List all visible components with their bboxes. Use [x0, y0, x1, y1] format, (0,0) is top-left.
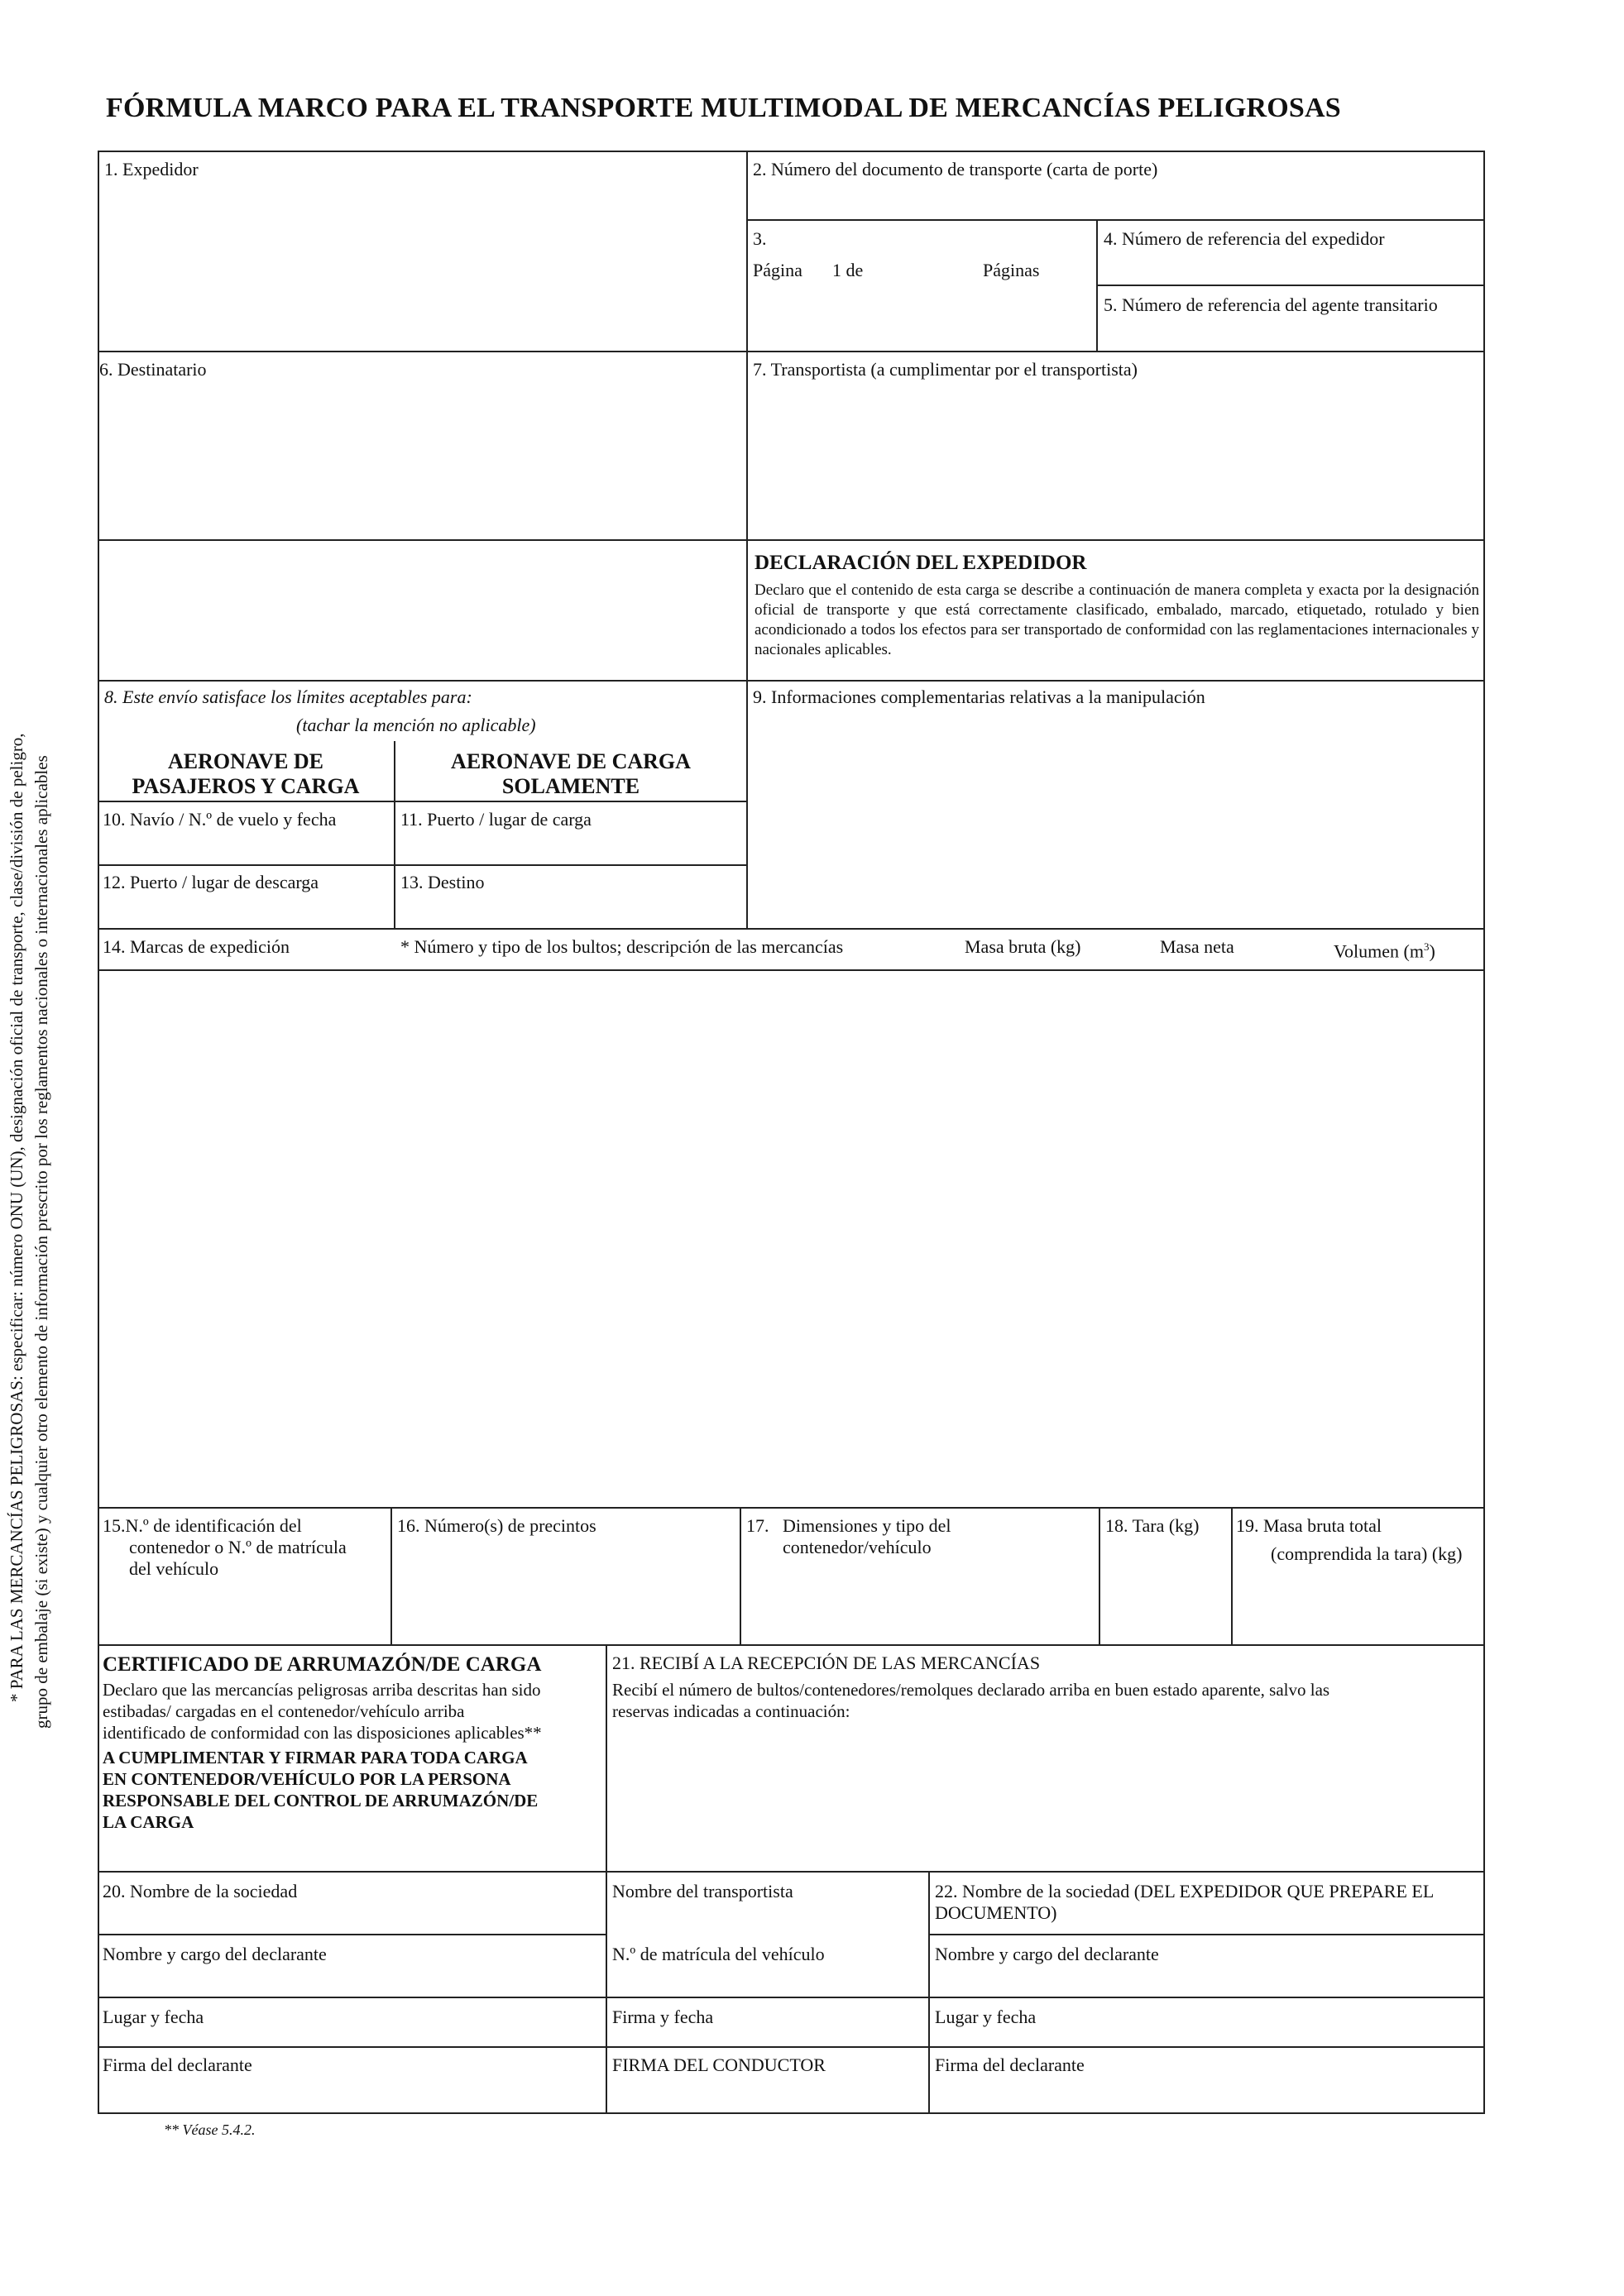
carrier-name-label: Nombre del transportista: [612, 1881, 793, 1901]
driver-signature-label: FIRMA DEL CONDUCTOR: [612, 2054, 826, 2075]
box14-gross: Masa bruta (kg): [965, 936, 1081, 957]
packing-cert-bold3: RESPONSABLE DEL CONTROL DE ARRUMAZÓN/DE: [103, 1791, 539, 1810]
packing-cert-bold1: A CUMPLIMENTAR Y FIRMAR PARA TODA CARGA: [103, 1748, 528, 1767]
divider-17-18: [1099, 1507, 1100, 1646]
box3-paginas: Páginas: [983, 260, 1040, 280]
packing-cert-heading: CERTIFICADO DE ARRUMAZÓN/DE CARGA: [103, 1653, 542, 1676]
packing-cert-line2: estibadas/ cargadas en el contenedor/vehículo arriba: [103, 1701, 465, 1721]
line-below-box20: [98, 1934, 607, 1935]
box12-label: 12. Puerto / lugar de descarga: [103, 872, 319, 892]
vehicle-reg-label: N.º de matrícula del vehículo: [612, 1944, 825, 1964]
right-signature-label: Firma del declarante: [935, 2054, 1085, 2075]
line-below-box14-header: [98, 969, 1485, 971]
box18-label: 18. Tara (kg): [1105, 1515, 1200, 1536]
line-below-name-role: [98, 1997, 1485, 1998]
side-note-line1: * PARA LAS MERCANCÍAS PELIGROSAS: especificar: número ONU (UN), designación oficial de transporte, clase/división de peligro,: [7, 733, 26, 1702]
left-place-date-label: Lugar y fecha: [103, 2007, 204, 2027]
line-below-box4: [1096, 285, 1485, 286]
line-below-box10: [98, 864, 748, 866]
border-left: [98, 151, 99, 2114]
aircraft-passenger-line1: AERONAVE DE: [167, 749, 324, 773]
box21-heading: 21. RECIBÍ A LA RECEPCIÓN DE LAS MERCANCÍAS: [612, 1653, 1041, 1673]
divider-15-16: [390, 1507, 392, 1646]
divider-cert-21: [606, 1644, 607, 2114]
line-above-certificate: [98, 1644, 1485, 1646]
box14-marks: 14. Marcas de expedición: [103, 936, 290, 957]
box15-line2: contenedor o N.º de matrícula: [129, 1537, 347, 1557]
box1-label: 1. Expedidor: [104, 159, 199, 179]
box4-label: 4. Número de referencia del expedidor: [1104, 228, 1385, 249]
declaration-heading: DECLARACIÓN DEL EXPEDIDOR: [755, 552, 1087, 574]
right-name-role-label: Nombre y cargo del declarante: [935, 1944, 1159, 1964]
form-title: FÓRMULA MARCO PARA EL TRANSPORTE MULTIMODAL DE MERCANCÍAS PELIGROSAS: [106, 93, 1341, 123]
box17-line2: contenedor/vehículo: [783, 1537, 932, 1557]
box3-of: 1 de: [832, 260, 864, 280]
box3-pagina: Página: [753, 260, 802, 280]
border-right: [1483, 151, 1485, 2114]
box17-line1: 17. Dimensiones y tipo del: [746, 1515, 951, 1536]
box16-label: 16. Número(s) de precintos: [397, 1515, 596, 1536]
box14-net: Masa neta: [1160, 936, 1234, 957]
box6-label: 6. Destinatario: [99, 359, 207, 380]
box11-label: 11. Puerto / lugar de carga: [400, 809, 592, 830]
box19-line2: (comprendida la tara) (kg): [1271, 1543, 1463, 1564]
line-below-box2: [746, 219, 1485, 221]
divider-mid-right: [928, 1871, 930, 2114]
line-above-box14: [98, 928, 1485, 930]
packing-cert-line3: identificado de conformidad con las disposiciones aplicables**: [103, 1723, 542, 1743]
box9-label: 9. Informaciones complementarias relativas a la manipulación: [753, 686, 1205, 707]
divider-16-17: [740, 1507, 741, 1646]
sign-date-label: Firma y fecha: [612, 2007, 714, 2027]
aircraft-cargo-line1: AERONAVE DE CARGA: [451, 749, 691, 773]
box22-line2: DOCUMENTO): [935, 1902, 1057, 1923]
aircraft-cargo-line2: SOLAMENTE: [501, 774, 640, 798]
border-bottom: [98, 2112, 1485, 2114]
box13-label: 13. Destino: [400, 872, 485, 892]
line-below-box1: [98, 351, 1485, 352]
box19-line1: 19. Masa bruta total: [1236, 1515, 1382, 1536]
side-note-line2: grupo de embalaje (si existe) y cualquier otro elemento de información prescrito por los reglamentos nacionales o internacionales aplicables: [31, 755, 51, 1729]
packing-cert-bold2: EN CONTENEDOR/VEHÍCULO POR LA PERSONA: [103, 1769, 511, 1789]
footnote: ** Véase 5.4.2.: [164, 2121, 256, 2138]
declaration-text: Declaro que el contenido de esta carga se describe a continuación de manera completa y exacta por la designación oficial de transporte y que está correctamente clasificado, embalado, marcado, etiquetado, rotulado y bien acondicionado a todos los efectos para ser transportado de conformidad con las reglamentaciones internacionales y nacionales aplicables.: [755, 581, 1479, 658]
box8-line1: 8. Este envío satisface los límites aceptables para:: [104, 686, 472, 707]
box21-line1: Recibí el número de bultos/contenedores/remolques declarado arriba en buen estado aparente, salvo las: [612, 1680, 1330, 1700]
aircraft-passenger-line2: PASAJEROS Y CARGA: [132, 774, 360, 798]
box8-line2: (tachar la mención no aplicable): [296, 715, 536, 735]
line-below-box6: [98, 539, 1485, 541]
box15-line3: del vehículo: [129, 1558, 219, 1579]
right-place-date-label: Lugar y fecha: [935, 2007, 1037, 2027]
divider-18-19: [1231, 1507, 1233, 1646]
box3-number: 3.: [753, 228, 767, 249]
box14-volume: Volumen $(m^3)$: [1334, 940, 1435, 962]
border-top: [98, 151, 1485, 152]
box21-line2: reservas indicadas a continuación:: [612, 1701, 850, 1721]
line-below-box22: [928, 1934, 1485, 1935]
box22-line1: 22. Nombre de la sociedad (DEL EXPEDIDOR QUE PREPARE EL: [935, 1881, 1435, 1901]
box15-line1: 15.N.º de identificación del: [103, 1515, 302, 1536]
left-signature-label: Firma del declarante: [103, 2054, 252, 2075]
packing-cert-line1: Declaro que las mercancías peligrosas arriba descritas han sido: [103, 1680, 541, 1700]
left-name-role-label: Nombre y cargo del declarante: [103, 1944, 327, 1964]
line-below-place-date: [98, 2046, 1485, 2048]
box2-label: 2. Número del documento de transporte (carta de porte): [753, 159, 1158, 179]
line-above-box15: [98, 1507, 1485, 1509]
line-below-declaration: [98, 680, 1485, 682]
box7-label: 7. Transportista (a cumplimentar por el transportista): [753, 359, 1138, 380]
box14-packages: * Número y tipo de los bultos; descripción de las mercancías: [400, 936, 844, 957]
line-box3-box4: [1096, 219, 1098, 352]
packing-cert-bold4: LA CARGA: [103, 1812, 194, 1832]
box10-label: 10. Navío / N.º de vuelo y fecha: [103, 809, 337, 830]
line-below-aircraft: [98, 801, 748, 802]
box5-label: 5. Número de referencia del agente transitario: [1104, 294, 1438, 315]
box20-label: 20. Nombre de la sociedad: [103, 1881, 298, 1901]
line-above-box20: [98, 1871, 1485, 1873]
